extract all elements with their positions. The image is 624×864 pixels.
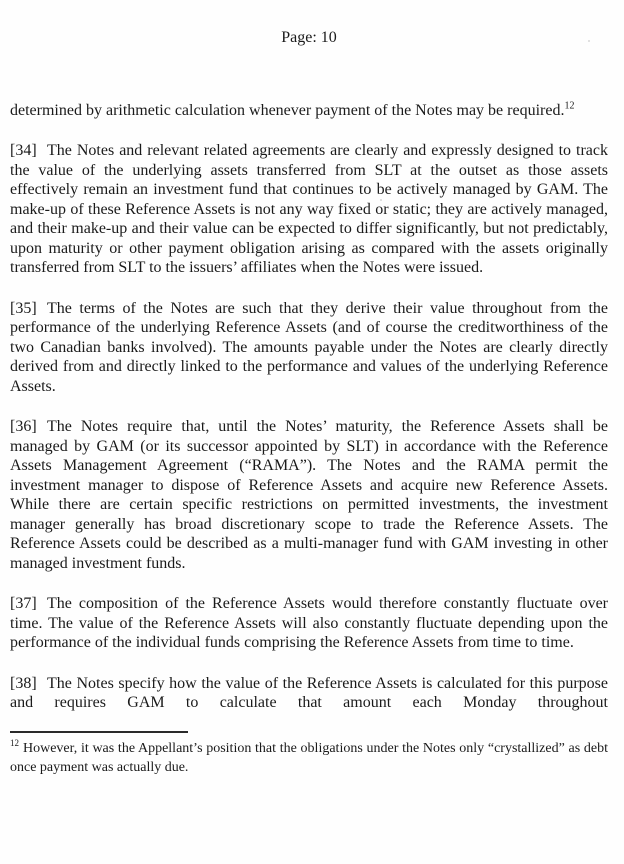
scan-speck bbox=[588, 40, 590, 42]
paragraph-35 bbox=[10, 299, 608, 397]
paragraph-text: The Notes and relevant related agreements are clearly and expressly designed to track the value of the underlying assets transferred from SLT at the outset as those assets effectively remain an investment fund that continues to be actively managed by GAM. The make-up of these Reference Assets is not any way fixed or static; they are actively managed, and their make-up and their value can be expected to differ significantly, but not predictably, upon maturity or other payment obligation arising as compared with the assets originally transferred from SLT to the issuers’ affiliates when the Notes were issued. bbox=[10, 142, 608, 276]
paragraph-34 bbox=[10, 141, 608, 278]
footnote-reference: 12 bbox=[564, 100, 575, 112]
paragraph-text: The Notes require that, until the Notes’ maturity, the Reference Assets shall be managed by GAM (or its successor appointed by SLT) in accordance with the Reference Assets Management Agreement (“RAMA”). The Notes and the RAMA permit the investment manager to dispose of Reference Assets and acquire new Reference Assets. While there are certain specific restrictions on permitted investments, the investment manager generally has broad discretionary scope to trade the Reference Assets. The Reference Assets could be described as a multi-manager fund with GAM investing in other managed investment funds. bbox=[10, 418, 608, 572]
paragraph-number: [37] bbox=[10, 595, 37, 612]
footnote-marker: 12 bbox=[10, 737, 19, 748]
footnote bbox=[10, 739, 608, 777]
footnote-section bbox=[10, 731, 608, 777]
paragraph-text: The terms of the Notes are such that they derive their value throughout from the performance of the underlying Reference Assets (and of course the creditworthiness of the two Canadian banks involved). The amounts payable under the Notes are clearly directly derived from and directly linked to the performance and values of the underlying Reference Assets. bbox=[10, 299, 608, 395]
scan-speck bbox=[380, 199, 382, 201]
paragraph-text: The composition of the Reference Assets would therefore constantly fluctuate over time. The value of the Reference Assets will also constantly fluctuate depending upon the performance of the individual funds comprising the Reference Assets from time to time. bbox=[10, 595, 608, 651]
paragraph-36 bbox=[10, 417, 608, 573]
paragraph-number: [36] bbox=[10, 418, 37, 435]
paragraph-number: [34] bbox=[10, 142, 37, 159]
paragraph-number: [35] bbox=[10, 299, 37, 317]
paragraph-text: The Notes specify how the value of the Reference Assets is calculated for this purpose and requires GAM to calculate that amount each Monday throughout bbox=[10, 674, 608, 711]
continuation-text: determined by arithmetic calculation whenever payment of the Notes may be required. bbox=[10, 101, 565, 119]
page-number-header: Page: 10 bbox=[281, 29, 337, 46]
footnote-separator bbox=[10, 731, 188, 733]
footnote-body-text: However, it was the Appellant’s position that the obligations under the Notes only “crystallized” as debt once payment was actually due. bbox=[10, 740, 608, 775]
paragraph-37 bbox=[10, 594, 608, 653]
paragraph-38 bbox=[10, 674, 608, 713]
continuation-paragraph bbox=[10, 101, 608, 121]
paragraph-number: [38] bbox=[10, 674, 37, 692]
page-content bbox=[10, 28, 608, 777]
